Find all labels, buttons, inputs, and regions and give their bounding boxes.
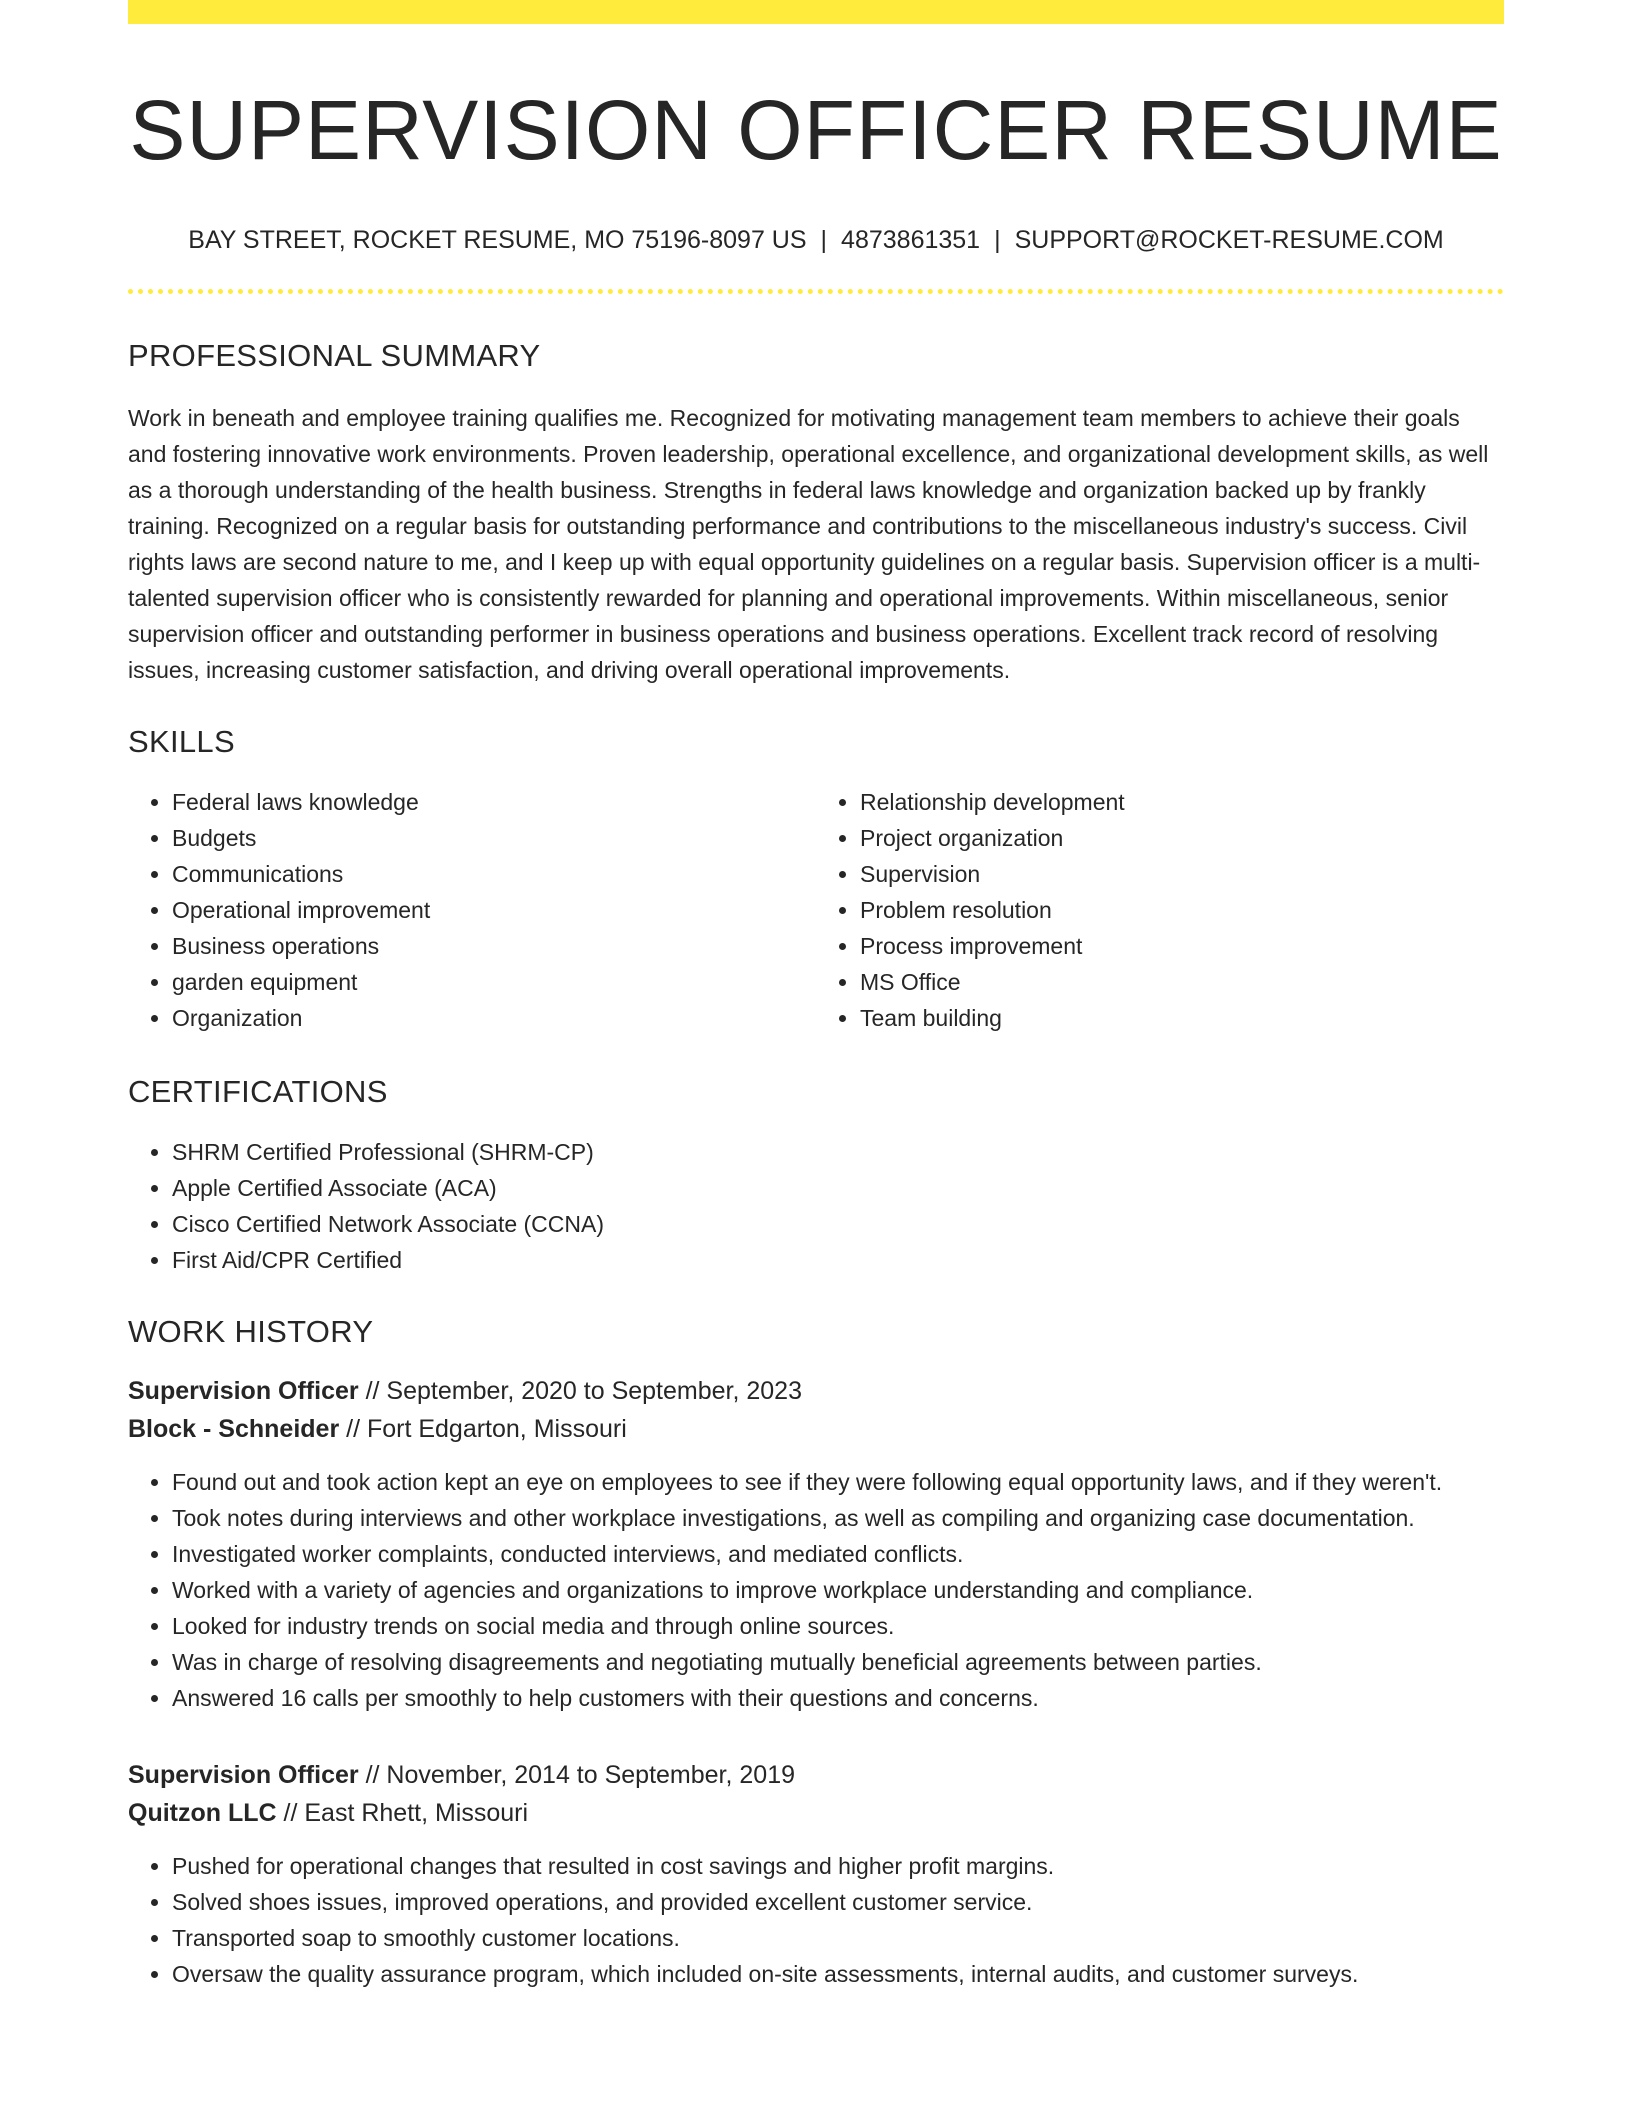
job-location: // East Rhett, Missouri bbox=[276, 1799, 529, 1828]
skill-item: • Project organization bbox=[860, 820, 1504, 856]
certification-item: • Cisco Certified Network Associate (CCNA) bbox=[172, 1206, 1504, 1242]
skill-item: • Process improvement bbox=[860, 928, 1504, 964]
job-bullet: • Worked with a variety of agencies and organizations to improve workplace understanding and compliance. bbox=[172, 1572, 1504, 1608]
job-entry bbox=[128, 1756, 1504, 1992]
job-dates: // November, 2014 to September, 2019 bbox=[358, 1761, 796, 1790]
certifications-list bbox=[128, 1134, 1504, 1278]
skills-columns bbox=[128, 784, 1504, 1036]
skill-item: • MS Office bbox=[860, 964, 1504, 1000]
skill-item: • Business operations bbox=[172, 928, 816, 964]
dotted-divider bbox=[128, 289, 1504, 294]
skills-heading: SKILLS bbox=[128, 724, 235, 760]
accent-top-bar bbox=[128, 0, 1504, 24]
job-bullet: • Oversaw the quality assurance program, which included on-site assessments, internal audits, and customer surveys. bbox=[172, 1956, 1504, 1992]
job-bullet: • Solved shoes issues, improved operations, and provided excellent customer service. bbox=[172, 1884, 1504, 1920]
skill-item: • Organization bbox=[172, 1000, 816, 1036]
job-title: Supervision Officer bbox=[128, 1377, 359, 1406]
job-company: Quitzon LLC bbox=[128, 1799, 277, 1828]
contact-address: BAY STREET, ROCKET RESUME, MO 75196-8097 US bbox=[188, 226, 807, 255]
job-company-line bbox=[128, 1794, 1504, 1832]
skill-item: • Budgets bbox=[172, 820, 816, 856]
resume-title: SUPERVISION OFFICER RESUME bbox=[129, 83, 1503, 177]
summary-text: Work in beneath and employee training qualifies me. Recognized for motivating management team members to achieve their goals and fostering innovative work environments. Proven leadership, operational excellence, and organizational development skills, as well as a thorough understanding of the health business. Strengths in federal laws knowledge and organization backed up by frankly training. Recognized on a regular basis for outstanding performance and contributions to the miscellaneous industry's success. Civil rights laws are second nature to me, and I keep up with equal opportunity guidelines on a regular basis. Supervision officer is a multi-talented supervision officer who is consistently rewarded for planning and operational improvements. Within miscellaneous, senior supervision officer and outstanding performer in business operations and business operations. Excellent track record of resolving issues, increasing customer satisfaction, and driving overall operational improvements. bbox=[128, 405, 1489, 684]
job-company-line bbox=[128, 1410, 1504, 1448]
job-title: Supervision Officer bbox=[128, 1761, 359, 1790]
resume-page bbox=[128, 0, 1504, 1992]
job-bullets bbox=[128, 1464, 1504, 1716]
skill-item: • Problem resolution bbox=[860, 892, 1504, 928]
job-bullet: • Pushed for operational changes that resulted in cost savings and higher profit margins. bbox=[172, 1848, 1504, 1884]
contact-line bbox=[128, 226, 1504, 255]
job-title-line bbox=[128, 1756, 1504, 1794]
certification-item: • Apple Certified Associate (ACA) bbox=[172, 1170, 1504, 1206]
job-company: Block - Schneider bbox=[128, 1415, 340, 1444]
job-entry bbox=[128, 1372, 1504, 1716]
job-bullet: • Took notes during interviews and other workplace investigations, as well as compiling and organizing case documentation. bbox=[172, 1500, 1504, 1536]
job-title-line bbox=[128, 1372, 1504, 1410]
job-bullet: • Found out and took action kept an eye on employees to see if they were following equal opportunity laws, and if they weren't. bbox=[172, 1464, 1504, 1500]
job-bullet: • Transported soap to smoothly customer locations. bbox=[172, 1920, 1504, 1956]
work-history-heading: WORK HISTORY bbox=[128, 1314, 374, 1350]
certification-item: • SHRM Certified Professional (SHRM-CP) bbox=[172, 1134, 1504, 1170]
job-location: // Fort Edgarton, Missouri bbox=[339, 1415, 627, 1444]
skill-item: • garden equipment bbox=[172, 964, 816, 1000]
skill-item: • Federal laws knowledge bbox=[172, 784, 816, 820]
skills-list-left bbox=[128, 784, 816, 1036]
job-dates: // September, 2020 to September, 2023 bbox=[358, 1377, 802, 1406]
certification-item: • First Aid/CPR Certified bbox=[172, 1242, 1504, 1278]
contact-email: SUPPORT@ROCKET-RESUME.COM bbox=[1014, 226, 1444, 255]
skills-list-right bbox=[816, 784, 1504, 1036]
skill-item: • Team building bbox=[860, 1000, 1504, 1036]
job-bullet: • Answered 16 calls per smoothly to help customers with their questions and concerns. bbox=[172, 1680, 1504, 1716]
job-bullet: • Was in charge of resolving disagreements and negotiating mutually beneficial agreements between parties. bbox=[172, 1644, 1504, 1680]
job-bullet: • Looked for industry trends on social media and through online sources. bbox=[172, 1608, 1504, 1644]
contact-separator: | bbox=[994, 226, 1001, 255]
contact-phone: 4873861351 bbox=[841, 226, 981, 255]
skill-item: • Supervision bbox=[860, 856, 1504, 892]
certifications-heading: CERTIFICATIONS bbox=[128, 1074, 388, 1110]
skill-item: • Operational improvement bbox=[172, 892, 816, 928]
summary-heading: PROFESSIONAL SUMMARY bbox=[128, 338, 541, 374]
contact-separator: | bbox=[820, 226, 828, 255]
job-bullet: • Investigated worker complaints, conducted interviews, and mediated conflicts. bbox=[172, 1536, 1504, 1572]
skill-item: • Relationship development bbox=[860, 784, 1504, 820]
skill-item: • Communications bbox=[172, 856, 816, 892]
job-bullets bbox=[128, 1848, 1504, 1992]
